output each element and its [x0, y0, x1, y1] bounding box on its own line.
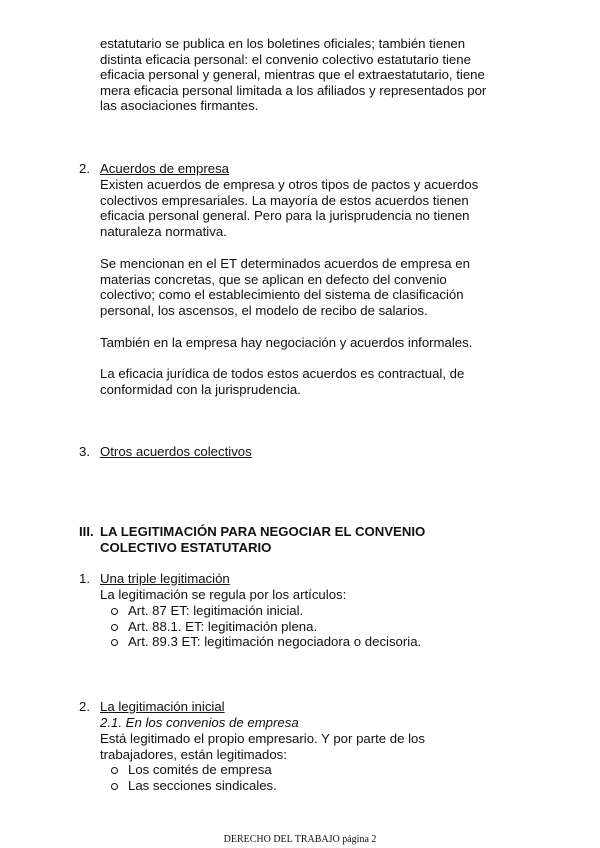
list-item	[108, 778, 277, 794]
list-item-text: Art. 89.3 ET: legitimación negociadora o decisoria.	[128, 634, 422, 649]
s3-item-2-text: Está legitimado el propio empresario. Y por parte de los trabajadores, están legitimados:	[100, 731, 425, 762]
bullet-circle-icon	[111, 783, 118, 790]
section-3-title: LA LEGITIMACIÓN PARA NEGOCIAR EL CONVENIO COLECTIVO ESTATUTARIO	[100, 524, 426, 555]
item-2-paragraph-3: También en la empresa hay negociación y acuerdos informales.	[100, 335, 473, 350]
item-2-paragraph-4: La eficacia jurídica de todos estos acuerdos es contractual, de conformidad con la jurisprudencia.	[100, 366, 465, 397]
list-item-text: Art. 88.1. ET: legitimación plena.	[128, 618, 318, 634]
s3-item-2-heading: La legitimación inicial	[100, 699, 225, 714]
section-3-number: III.	[79, 524, 94, 539]
item-3-heading: Otros acuerdos colectivos	[100, 444, 252, 459]
intro-paragraph: estatutario se publica en los boletines oficiales; también tienen distinta eficacia personal: el convenio colectivo estatutario tiene eficacia personal y general, mientras que el extraestatutario, tiene mera eficacia personal limitada a los afiliados y representados por las asociaciones firmantes.	[100, 36, 487, 113]
s3-item-1-number: 1.	[79, 571, 90, 586]
s3-item-2-subheading: 2.1. En los convenios de empresa	[100, 715, 299, 730]
bullet-circle-icon	[111, 639, 118, 646]
s3-item-1-text: La legitimación se regula por los artículos:	[100, 587, 347, 602]
item-2-number: 2.	[79, 161, 90, 176]
item-2-paragraph-1: Existen acuerdos de empresa y otros tipos de pactos y acuerdos colectivos empresariales. La mayoría de estos acuerdos tienen eficacia personal general. Pero para la jurisprudencia no tienen naturaleza normativa.	[100, 177, 479, 239]
list-item-text: Los comités de empresa	[128, 762, 272, 777]
bullet-circle-icon	[111, 767, 118, 774]
bullet-circle-icon	[111, 624, 118, 631]
list-item-text: Art. 87 ET: legitimación inicial.	[128, 603, 304, 618]
item-2-heading: Acuerdos de empresa	[100, 161, 230, 176]
bullet-circle-icon	[111, 608, 118, 615]
list-item-text: Las secciones sindicales.	[128, 777, 277, 793]
list-item	[108, 619, 421, 635]
list-item	[108, 762, 277, 778]
s3-item-1-heading: Una triple legitimación	[100, 571, 230, 586]
page-footer: DERECHO DEL TRABAJO página 2	[223, 834, 377, 845]
item-3-number: 3.	[79, 444, 90, 459]
item-2-paragraph-2: Se mencionan en el ET determinados acuerdos de empresa en materias concretas, que se aplican en defecto del convenio colectivo; como el establecimiento del sistema de clasificación personal, los ascensos, el modelo de recibo de salarios.	[100, 256, 470, 318]
list-item	[108, 634, 421, 650]
s3-item-2-number: 2.	[79, 699, 90, 714]
s3-item-2-bullet-list	[108, 762, 277, 793]
s3-item-1-bullet-list	[108, 603, 421, 650]
list-item	[108, 603, 421, 619]
